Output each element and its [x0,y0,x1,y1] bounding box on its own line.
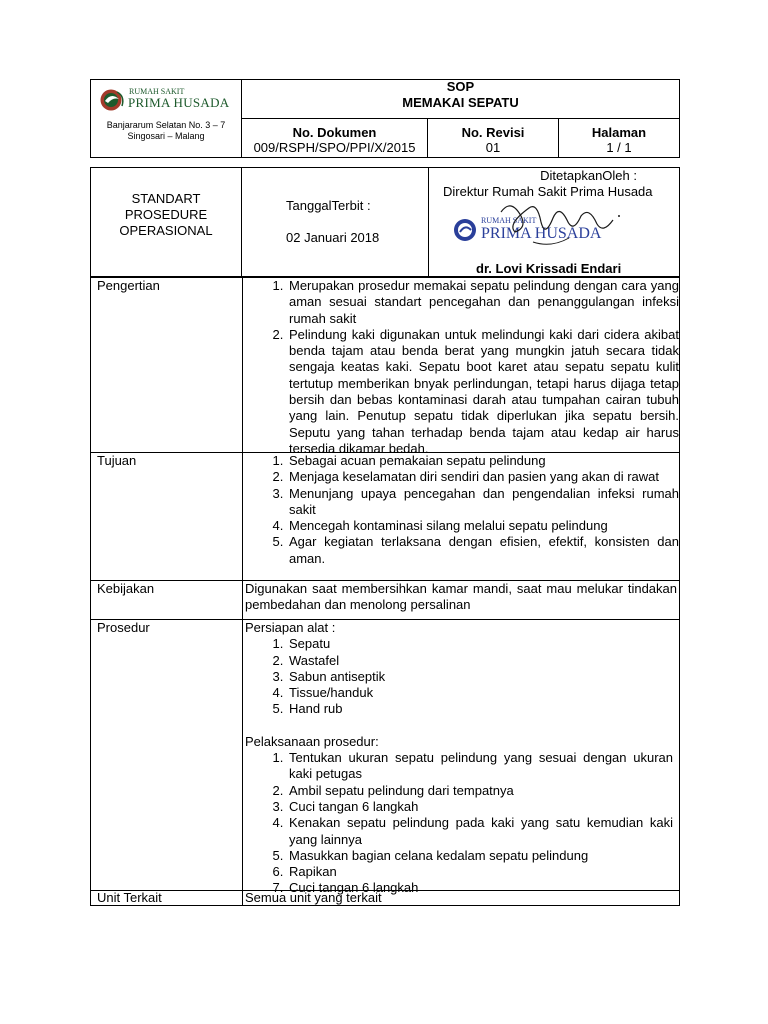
section-content [242,581,679,619]
address-line-2: Singosari – Malang [127,131,205,141]
document-header [90,79,680,158]
hospital-logo-cell [91,80,241,157]
approval-cell [428,168,679,276]
revision-label: No. Revisi [461,125,525,140]
preparation-list [243,636,679,717]
section-label: Unit Terkait [97,890,162,905]
document-title [241,80,679,118]
section-content [242,453,679,580]
section-tujuan [91,452,679,580]
list-item: 5. Hand rub [287,701,679,717]
signer-name: dr. Lovi Krissadi Endari [476,261,622,276]
list-item: 3. Menunjang upaya pencegahan dan pengendalian infeksi rumah sakit [287,486,679,519]
issue-date-label: TanggalTerbit : [286,198,371,213]
section-label: Pengertian [97,278,160,293]
list-item: 1. Merupakan prosedur memakai sepatu pelindung dengan cara yang aman sesuai standart pencegahan dan penanggulangan infeksi rumah sakit [287,278,679,327]
issue-date-cell [241,168,428,276]
list-item: 4. Mencegah kontaminasi silang melalui sepatu pelindung [287,518,679,534]
execution-label: Pelaksanaan prosedur: [245,733,379,749]
objective-list [243,453,679,567]
list-item: 4. Tissue/handuk [287,685,679,701]
set-by-label: DitetapkanOleh : [540,168,637,183]
page-value: 1 / 1 [606,140,632,155]
list-item: 4. Kenakan sepatu pelindung pada kaki yang satu kemudian kaki yang lainnya [287,815,673,848]
hospital-address [91,120,241,142]
section-content [242,891,679,905]
sop-content-table [90,277,680,906]
sop-label-cell [91,168,241,276]
doc-number-value: 009/RSPH/SPO/PPI/X/2015 [253,140,416,155]
section-prosedur [91,619,679,896]
sop-label-line-1: STANDART [131,191,201,206]
svg-text:PRIMA HUSADA: PRIMA HUSADA [481,225,602,242]
list-item: 3. Cuci tangan 6 langkah [287,799,673,815]
section-label: Prosedur [97,620,150,635]
list-item: 5. Masukkan bagian celana kedalam sepatu pelindung [287,848,673,864]
policy-text: Digunakan saat membersihkan kamar mandi, saat mau melukar tindakan pembedahan dan menolong persalinan [245,581,677,612]
sop-info-block [90,167,680,277]
list-item: 1. Sepatu [287,636,679,652]
section-label: Tujuan [97,453,137,468]
list-item: 7. Cuci tangan 6 langkah [287,880,673,896]
sop-label-line-2: PROSEDURE [124,207,208,222]
section-content [242,278,679,456]
list-item: 2. Ambil sepatu pelindung dari tempatnya [287,783,673,799]
section-unit-terkait [91,890,679,905]
preparation-label: Persiapan alat : [245,620,336,635]
page-label: Halaman [591,125,647,140]
list-item: 3. Sabun antiseptik [287,669,679,685]
revision-value: 01 [485,140,501,155]
list-item: 5. Agar kegiatan terlaksana dengan efisien, efektif, konsisten dan aman. [287,534,679,567]
logo-brand-text: PRIMA HUSADA [128,95,230,110]
section-pengertian [91,278,679,456]
sop-label-line-3: OPERASIONAL [119,223,213,238]
section-kebijakan [91,580,679,619]
title-main: MEMAKAI SEPATU [402,95,519,110]
list-item: 2. Pelindung kaki digunakan untuk melindungi kaki dari cidera akibat benda tajam atau benda berat yang mungkin jatuh secara tidak sengaja keatas kaki. Sepatu boot karet atau sepatu sepatu kulit tertutup memberikan bnyak perlindungan, tetapi harus dijaga tetap bersih dan bebas kontaminasi darah atau tumpahan cairan tubuh yang lain. Penutup sepatu tidak diperlukan jika sepatu bersih. Seputu yang tahan terhadap benda tajam atau kedap air harus tersedia dikamar bedah. [287,327,679,457]
logo-small-text: RUMAH SAKIT [129,87,185,96]
issue-date-value: 02 Januari 2018 [286,230,380,245]
doc-number-label: No. Dokumen [292,125,377,140]
related-unit-text: Semua unit yang terkait [245,890,382,905]
definition-list [243,278,679,457]
list-item: 2. Wastafel [287,653,679,669]
title-sop: SOP [446,79,475,94]
page-cell [558,118,679,157]
revision-cell [427,118,558,157]
document-number-cell [241,118,427,157]
section-content [242,620,679,896]
director-title: Direktur Rumah Sakit Prima Husada [443,184,653,199]
hospital-logo-icon [99,88,127,112]
svg-text:RUMAH SAKIT: RUMAH SAKIT [481,216,537,225]
section-label: Kebijakan [97,581,155,596]
execution-list [243,750,679,897]
list-item: 2. Menjaga keselamatan diri sendiri dan pasien yang akan di rawat [287,469,679,485]
stamp-signature-icon [441,198,641,260]
list-item: 1. Tentukan ukuran sepatu pelindung yang sesuai dengan ukuran kaki petugas [287,750,673,783]
list-item: 1. Sebagai acuan pemakaian sepatu pelindung [287,453,679,469]
address-line-1: Banjararum Selatan No. 3 – 7 [106,120,226,130]
list-item: 6. Rapikan [287,864,673,880]
